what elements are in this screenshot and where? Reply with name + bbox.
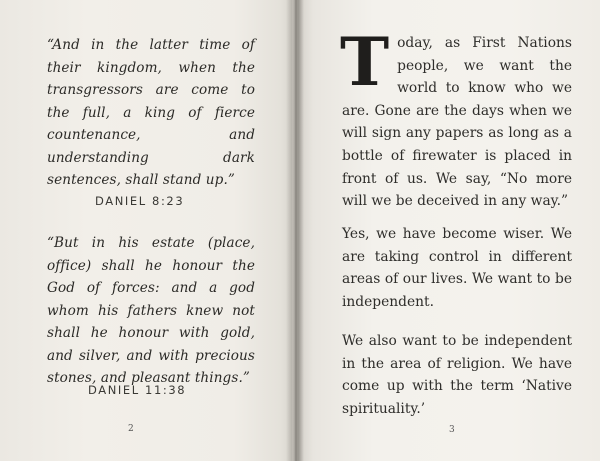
body-paragraph: We also want to be independent in the area of religion. We have come up with the term ‘Native spirituality.’: [342, 333, 572, 417]
paragraph-text: oday, as First Nations people, we want the world to know who we are. Gone are the days when we will sign any papers as long as a bottle of firewater is placed in front of us. We say, “No more will we be deceived in any way.”: [342, 35, 572, 210]
body-paragraph: [340, 23, 572, 213]
right-page: [298, 0, 600, 461]
scripture-quote: “But in his estate (place, office) shall he honour the God of forces: and a god whom his fathers knew not shall he honour with gold, and silver, and with precious stones, and pleasant things.”: [47, 235, 255, 386]
page-number: 3: [449, 425, 455, 435]
drop-cap: T: [340, 23, 390, 101]
left-page: [0, 0, 292, 461]
body-paragraph: Yes, we have become wiser. We are taking control in different areas of our lives. We want to be independent.: [342, 226, 572, 310]
page-number: 2: [128, 424, 134, 434]
scripture-reference: DANIEL 11:38: [88, 383, 187, 397]
book-spine-gutter: [286, 0, 304, 461]
scripture-quote: “And in the latter time of their kingdom, when the transgressors are come to the full, a king of fierce countenance, and understanding dark sentences, shall stand up.”: [47, 37, 255, 188]
scripture-reference: DANIEL 8:23: [95, 194, 185, 208]
